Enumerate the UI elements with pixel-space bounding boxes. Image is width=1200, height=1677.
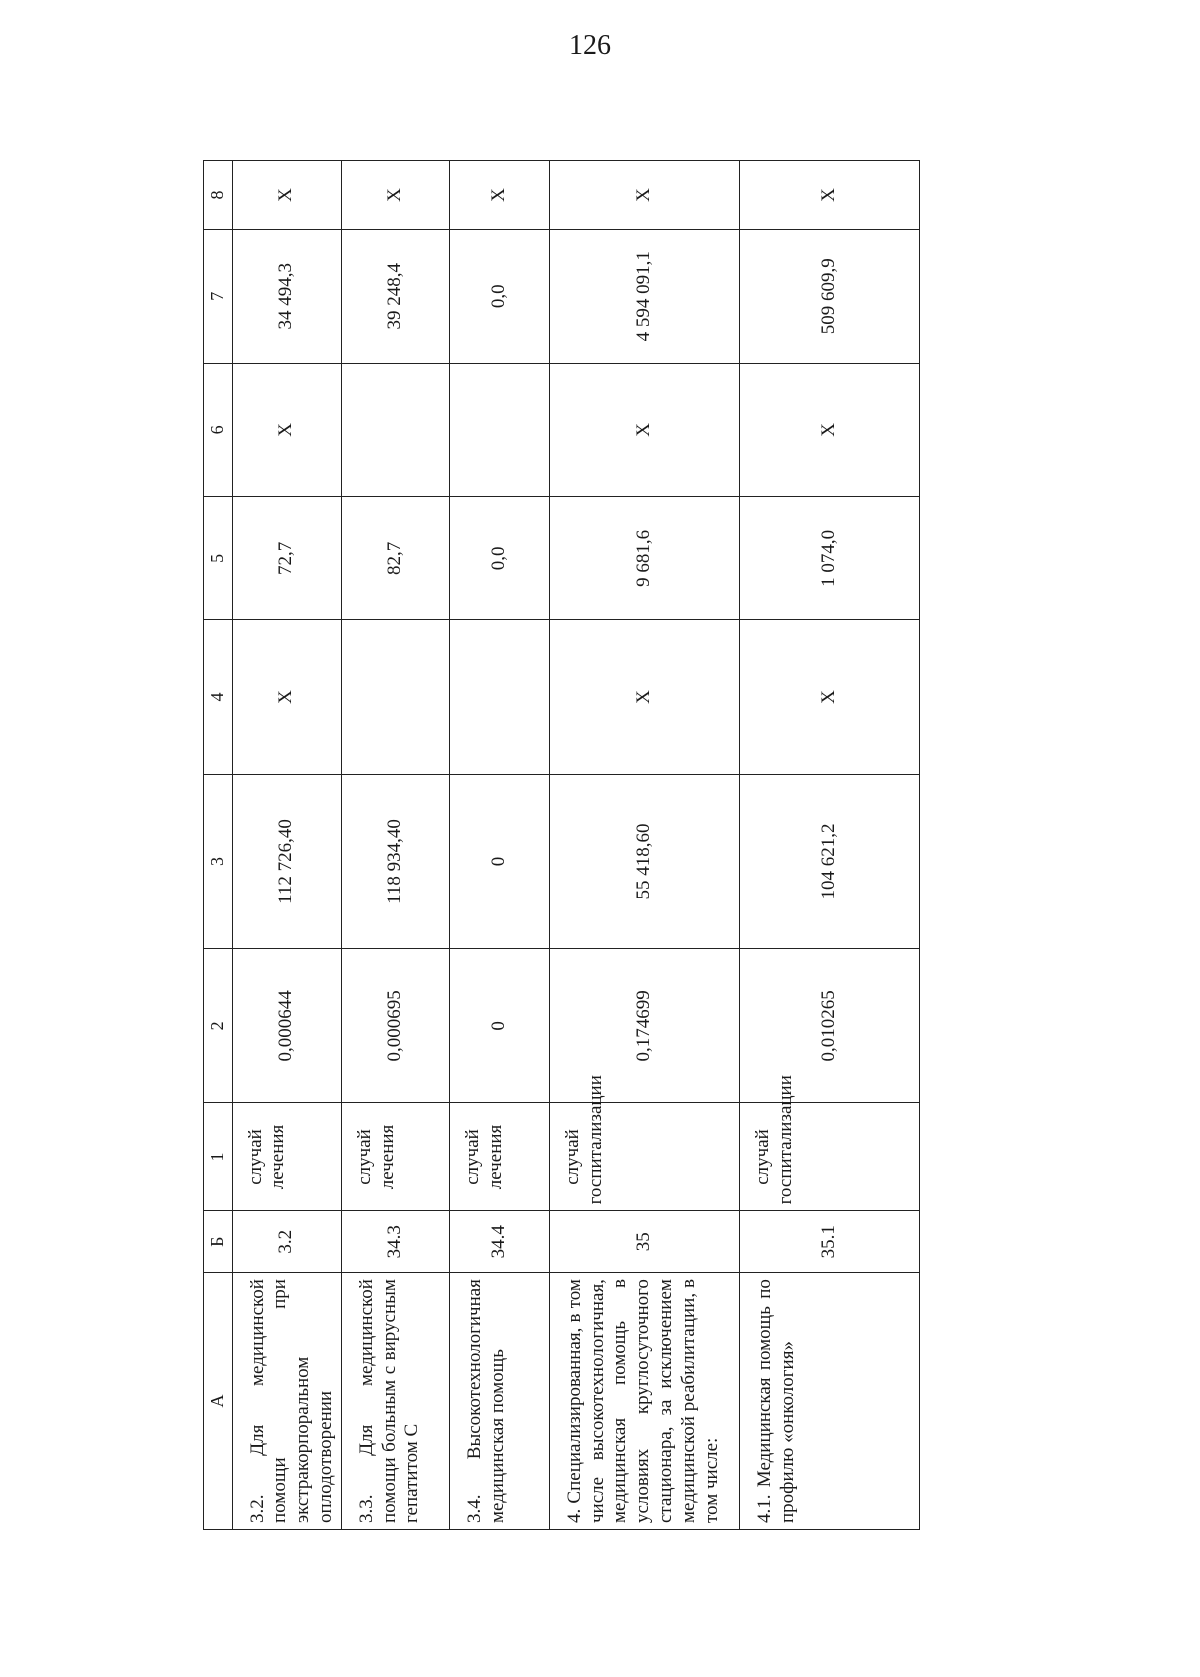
header-row — [204, 161, 233, 1530]
header-cell-7: 7 — [204, 229, 233, 363]
row-cell-3: 118 934,40 — [341, 774, 449, 949]
header-cell-6: 6 — [204, 363, 233, 497]
row-cell-6 — [341, 363, 449, 497]
row-cell-5: 82,7 — [341, 497, 449, 620]
row-cell-2: 0 — [449, 949, 549, 1103]
row-cell-6 — [449, 363, 549, 497]
header-cell-4: 4 — [204, 620, 233, 774]
row-cell-3: 104 621,2 — [739, 774, 919, 949]
row-cell-4 — [341, 620, 449, 774]
row-cell-8: Х — [739, 161, 919, 230]
rotated-table-wrapper — [203, 160, 915, 1530]
row-cell-8: Х — [341, 161, 449, 230]
header-cell-3: 3 — [204, 774, 233, 949]
row-cell-4: Х — [232, 620, 341, 774]
row-name-cell: 4. Специализированная, в том числе высокотехнологичная, медицинская помощь в условиях круглосуточного стационара, за исключением медицинской реабилитации, в том числе: — [549, 1273, 739, 1530]
row-name-cell: 3.4. Высокотехнологичная медицинская помощь — [449, 1273, 549, 1530]
row-cell-4: Х — [549, 620, 739, 774]
row-cell-3: 112 726,40 — [232, 774, 341, 949]
row-cell-7: 509 609,9 — [739, 229, 919, 363]
row-unit-cell: случай госпитализации — [549, 1103, 739, 1211]
row-name-cell: 4.1. Медицинская помощь по профилю «онкология» — [739, 1273, 919, 1530]
row-cell-7: 4 594 091,1 — [549, 229, 739, 363]
row-unit-cell: случай лечения — [449, 1103, 549, 1211]
row-cell-2: 0,174699 — [549, 949, 739, 1103]
header-cell-2: 2 — [204, 949, 233, 1103]
row-cell-7: 0,0 — [449, 229, 549, 363]
row-name-cell: 3.3. Для медицинской помощи больным с вирусным гепатитом С — [341, 1273, 449, 1530]
row-cell-5: 1 074,0 — [739, 497, 919, 620]
row-unit-cell: случай лечения — [232, 1103, 341, 1211]
table-row — [449, 161, 549, 1530]
row-code-cell: 35 — [549, 1211, 739, 1273]
data-table — [203, 160, 920, 1530]
row-cell-2: 0,010265 — [739, 949, 919, 1103]
row-cell-7: 39 248,4 — [341, 229, 449, 363]
row-cell-8: Х — [449, 161, 549, 230]
row-unit-cell: случай госпитализации — [739, 1103, 919, 1211]
row-cell-3: 55 418,60 — [549, 774, 739, 949]
page-number: 126 — [569, 30, 611, 61]
header-cell-1: 1 — [204, 1103, 233, 1211]
header-cell-a: А — [204, 1273, 233, 1530]
header-cell-5: 5 — [204, 497, 233, 620]
row-name-cell: 3.2. Для медицинской помощи при экстракорпоральном оплодотворении — [232, 1273, 341, 1530]
row-cell-5: 9 681,6 — [549, 497, 739, 620]
row-code-cell: 34.3 — [341, 1211, 449, 1273]
row-cell-6: Х — [232, 363, 341, 497]
row-cell-8: Х — [549, 161, 739, 230]
table-row — [341, 161, 449, 1530]
row-cell-8: Х — [232, 161, 341, 230]
row-cell-5: 0,0 — [449, 497, 549, 620]
row-cell-4: Х — [739, 620, 919, 774]
row-code-cell: 35.1 — [739, 1211, 919, 1273]
header-cell-8: 8 — [204, 161, 233, 230]
row-cell-5: 72,7 — [232, 497, 341, 620]
row-cell-6: Х — [549, 363, 739, 497]
row-cell-6: Х — [739, 363, 919, 497]
row-unit-cell: случай лечения — [341, 1103, 449, 1211]
row-cell-2: 0,000644 — [232, 949, 341, 1103]
row-cell-4 — [449, 620, 549, 774]
table-row — [232, 161, 341, 1530]
row-cell-2: 0,000695 — [341, 949, 449, 1103]
row-code-cell: 3.2 — [232, 1211, 341, 1273]
table-row — [739, 161, 919, 1530]
header-cell-b: Б — [204, 1211, 233, 1273]
row-code-cell: 34.4 — [449, 1211, 549, 1273]
row-cell-3: 0 — [449, 774, 549, 949]
table-row — [549, 161, 739, 1530]
row-cell-7: 34 494,3 — [232, 229, 341, 363]
